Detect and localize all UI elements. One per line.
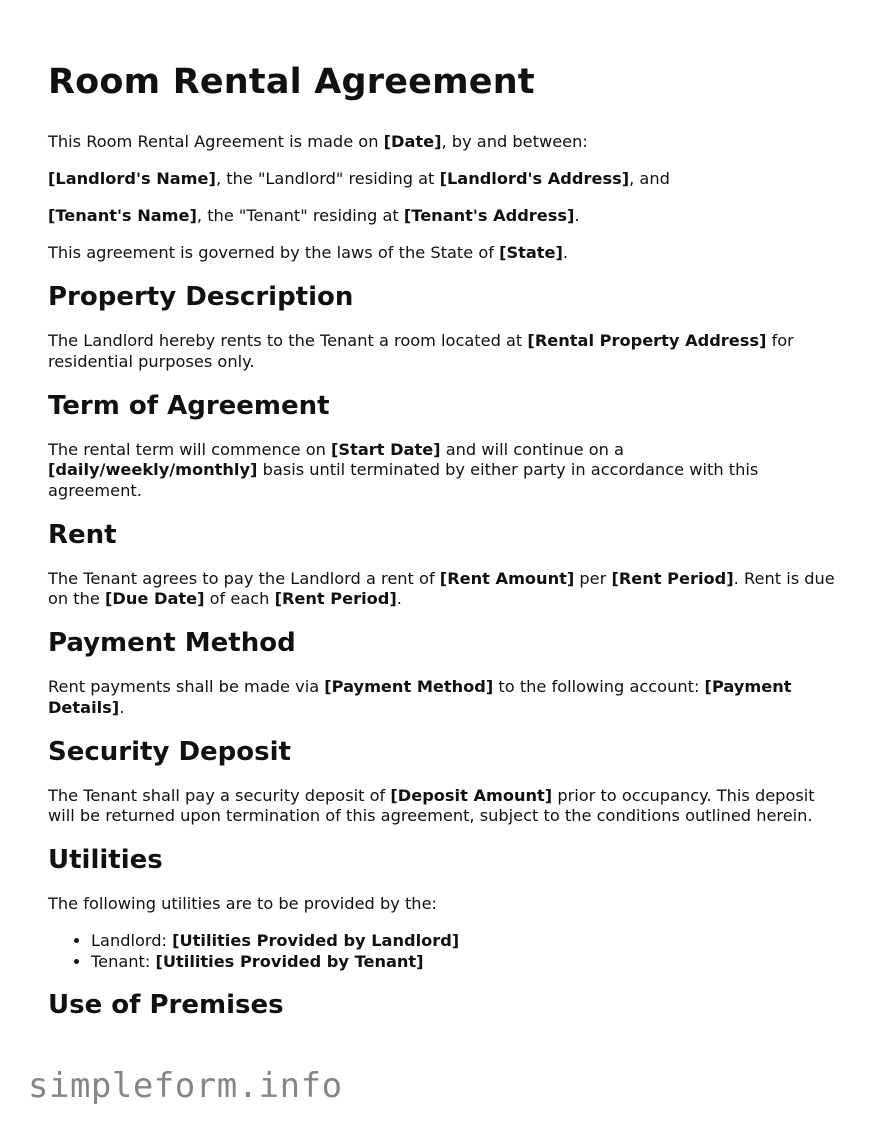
document-page xyxy=(48,56,838,1039)
list-item-tenant-utilities: • Tenant: [Utilities Provided by Tenant] xyxy=(91,952,838,973)
section-heading-rent: Rent xyxy=(48,519,117,550)
section-heading-utilities: Utilities xyxy=(48,845,163,875)
utilities-intro: The following utilities are to be provided by the: xyxy=(48,894,437,913)
page-title: Room Rental Agreement xyxy=(48,62,535,102)
deposit-paragraph: The Tenant shall pay a security deposit of [Deposit Amount] prior to occupancy. This deposit will be returned upon termination of this agreement, subject to the conditions outlined herein. xyxy=(48,785,815,825)
section-heading-deposit: Security Deposit xyxy=(48,736,291,767)
section-heading-premises: Use of Premises xyxy=(48,990,284,1020)
section-heading-property: Property Description xyxy=(48,282,354,312)
intro-landlord-paragraph: [Landlord's Name], the "Landlord" residing at [Landlord's Address], and xyxy=(48,169,670,188)
rent-paragraph: The Tenant agrees to pay the Landlord a rent of [Rent Amount] per [Rent Period]. Rent is due on the [Due Date] of each [Rent Period]. xyxy=(48,568,835,608)
section-heading-payment: Payment Method xyxy=(48,628,296,658)
payment-paragraph: Rent payments shall be made via [Payment Method] to the following account: [Payment Details]. xyxy=(48,677,792,717)
term-paragraph: The rental term will commence on [Start Date] and will continue on a [daily/weekly/monthly] basis until terminated by either party in accordance with this agreement. xyxy=(48,439,759,500)
section-heading-term: Term of Agreement xyxy=(48,390,330,421)
intro-tenant-paragraph: [Tenant's Name], the "Tenant" residing at [Tenant's Address]. xyxy=(48,206,580,225)
list-item-landlord-utilities: • Landlord: [Utilities Provided by Landlord] xyxy=(91,931,838,952)
intro-governing-law-paragraph: This agreement is governed by the laws of the State of [State]. xyxy=(48,243,569,262)
utilities-list xyxy=(48,931,838,972)
intro-date-paragraph: This Room Rental Agreement is made on [Date], by and between: xyxy=(48,132,588,151)
watermark-text: simpleform.info xyxy=(28,1066,343,1106)
property-paragraph: The Landlord hereby rents to the Tenant a room located at [Rental Property Address] for residential purposes only. xyxy=(48,331,794,371)
